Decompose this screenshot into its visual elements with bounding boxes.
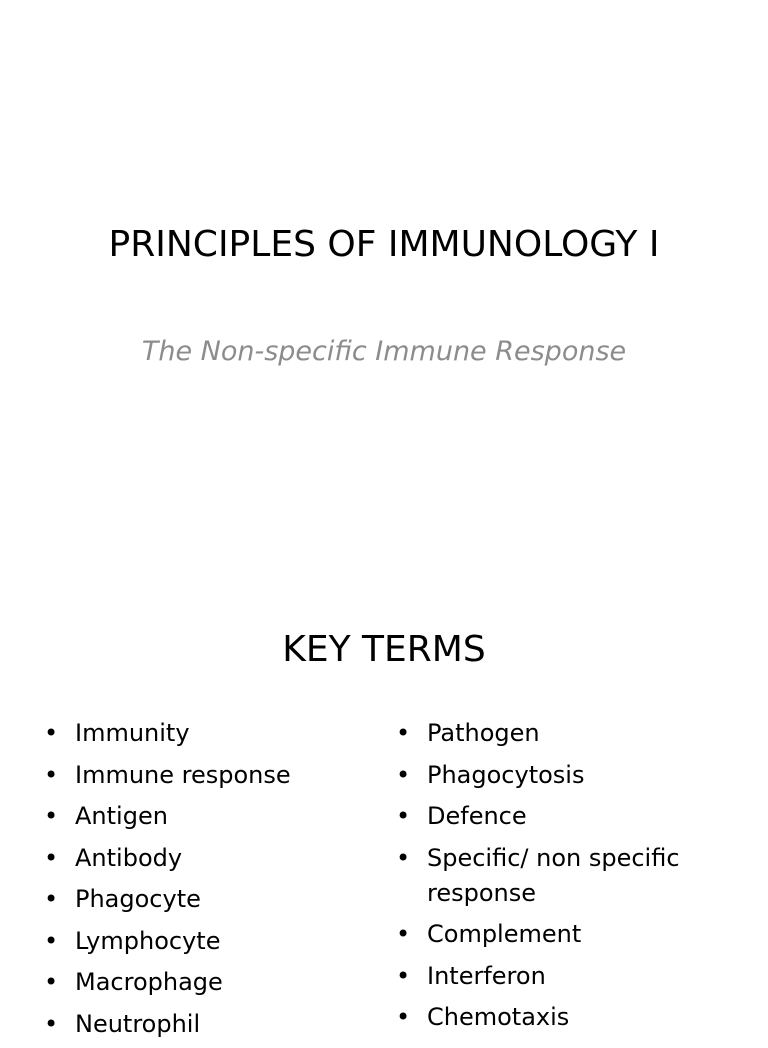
- bullet-icon: •: [396, 760, 411, 789]
- list-item: [396, 959, 726, 994]
- term-label: Chemotaxis: [427, 1003, 570, 1031]
- bullet-icon: •: [396, 719, 411, 747]
- bullet-icon: •: [44, 1009, 59, 1038]
- slide-title: PRINCIPLES OF IMMUNOLOGY I: [108, 224, 660, 265]
- list-item: [44, 758, 364, 793]
- bullet-icon: •: [396, 1003, 411, 1031]
- term-label: Defence: [427, 802, 527, 830]
- term-label: Antibody: [75, 843, 183, 872]
- term-label: Immunity: [75, 719, 190, 747]
- list-item: [44, 924, 364, 959]
- list-item: [396, 716, 726, 751]
- term-label: Antigen: [75, 802, 168, 830]
- term-label: Specific/ non specific response: [427, 843, 680, 907]
- bullet-icon: •: [44, 926, 59, 955]
- term-label: Neutrophil: [75, 1009, 201, 1038]
- list-item: [44, 882, 364, 917]
- list-item: [396, 758, 726, 793]
- term-label: Interferon: [427, 961, 546, 990]
- list-item: [396, 917, 726, 952]
- list-item: [44, 716, 364, 751]
- list-item: [396, 799, 726, 834]
- bullet-icon: •: [44, 885, 59, 913]
- bullet-icon: •: [396, 961, 411, 990]
- bullet-icon: •: [44, 719, 59, 747]
- term-label: Immune response: [75, 760, 291, 789]
- key-terms-heading: KEY TERMS: [282, 629, 486, 670]
- list-item: [396, 1000, 726, 1035]
- term-label: Pathogen: [427, 719, 540, 747]
- term-label: Lymphocyte: [75, 926, 221, 955]
- list-item: [44, 799, 364, 834]
- slide-subtitle: The Non-specific Immune Response: [141, 336, 627, 367]
- term-label: Phagocytosis: [427, 760, 585, 789]
- bullet-icon: •: [44, 802, 59, 830]
- list-item: [44, 965, 364, 1000]
- bullet-icon: •: [396, 843, 411, 872]
- bullet-icon: •: [44, 843, 59, 872]
- list-item: [44, 1007, 364, 1042]
- term-label: Complement: [427, 920, 582, 948]
- bullet-icon: •: [44, 968, 59, 996]
- list-item: [396, 841, 726, 911]
- term-label: Macrophage: [75, 968, 223, 996]
- bullet-icon: •: [396, 920, 411, 948]
- term-label: Phagocyte: [75, 885, 201, 913]
- key-terms-right-list: [396, 716, 726, 1042]
- list-item: [44, 841, 364, 876]
- key-terms-left-list: [44, 716, 364, 1048]
- bullet-icon: •: [396, 802, 411, 830]
- bullet-icon: •: [44, 760, 59, 789]
